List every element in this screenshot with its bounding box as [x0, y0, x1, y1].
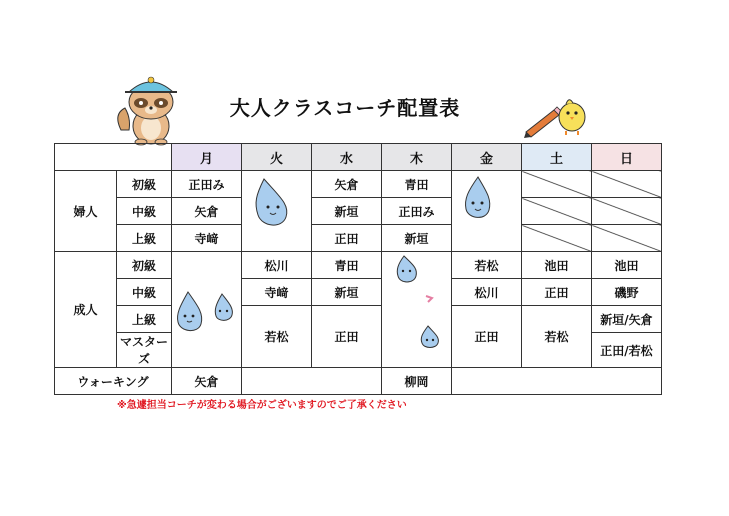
cell-no-class [592, 198, 662, 225]
cell-coach: 新垣 [382, 225, 452, 252]
water-drop-mascot-icon [460, 175, 492, 221]
cell-coach: 若松 [452, 252, 522, 279]
cell-empty-with-drop [382, 252, 452, 368]
level-label: 上級 [117, 225, 172, 252]
cell-coach: 池田 [592, 252, 662, 279]
cell-empty-with-drop [452, 171, 522, 252]
cell-no-class [522, 171, 592, 198]
coach-schedule-table [54, 143, 662, 395]
level-label: 初級 [117, 171, 172, 198]
cell-coach: 正田 [312, 225, 382, 252]
raccoon-mascot-icon [115, 70, 185, 146]
cell-coach: 松川 [452, 279, 522, 306]
level-label: 中級 [117, 198, 172, 225]
group-adult-label: 成人 [55, 252, 117, 368]
cell-coach: 正田み [172, 171, 242, 198]
cell-no-class [522, 198, 592, 225]
header-day-tue: 火 [242, 144, 312, 171]
notice-text: ※急遽担当コーチが変わる場合がございますのでご了承ください [117, 400, 407, 411]
cell-empty-with-drop [172, 252, 242, 368]
level-label: 初級 [117, 252, 172, 279]
water-drop-mascot-icon [174, 290, 238, 334]
cell-coach: 新垣 [312, 198, 382, 225]
header-corner [55, 144, 172, 171]
cell-coach: 青田 [312, 252, 382, 279]
cell-coach: 正田み [382, 198, 452, 225]
page-title: 大人クラスコーチ配置表 [229, 96, 461, 120]
group-women-label: 婦人 [55, 171, 117, 252]
cell-coach: 松川 [242, 252, 312, 279]
cell-empty-with-drop [242, 171, 312, 252]
level-label: マスターズ [117, 333, 172, 368]
cell-coach: 磯野 [592, 279, 662, 306]
cell-coach: 正田 [452, 306, 522, 368]
water-drop-mascot-icon [392, 254, 444, 354]
cell-coach: 柳岡 [382, 368, 452, 395]
cell-coach: 矢倉 [172, 368, 242, 395]
cell-coach: 正田 [522, 279, 592, 306]
cell-coach: 矢倉 [312, 171, 382, 198]
header-day-thu: 木 [382, 144, 452, 171]
cell-no-class [592, 225, 662, 252]
cell-coach: 新垣/矢倉 [592, 306, 662, 333]
cell-empty [452, 368, 662, 395]
cell-coach: 新垣 [312, 279, 382, 306]
cell-coach: 寺﨑 [242, 279, 312, 306]
cell-coach: 池田 [522, 252, 592, 279]
cell-coach: 寺﨑 [172, 225, 242, 252]
cell-coach: 正田 [312, 306, 382, 368]
water-drop-mascot-icon [252, 177, 290, 229]
cell-no-class [592, 171, 662, 198]
header-day-wed: 水 [312, 144, 382, 171]
level-label: 中級 [117, 279, 172, 306]
header-day-mon: 月 [172, 144, 242, 171]
walking-label: ウォーキング [55, 368, 172, 395]
yellow-bird-pencil-icon [524, 92, 594, 138]
cell-coach: 青田 [382, 171, 452, 198]
cell-no-class [522, 225, 592, 252]
level-label: 上級 [117, 306, 172, 333]
header-day-sun: 日 [592, 144, 662, 171]
cell-coach: 若松 [522, 306, 592, 368]
cell-coach: 矢倉 [172, 198, 242, 225]
cell-empty [242, 368, 382, 395]
header-day-fri: 金 [452, 144, 522, 171]
cell-coach: 若松 [242, 306, 312, 368]
cell-coach: 正田/若松 [592, 333, 662, 368]
header-day-sat: 土 [522, 144, 592, 171]
